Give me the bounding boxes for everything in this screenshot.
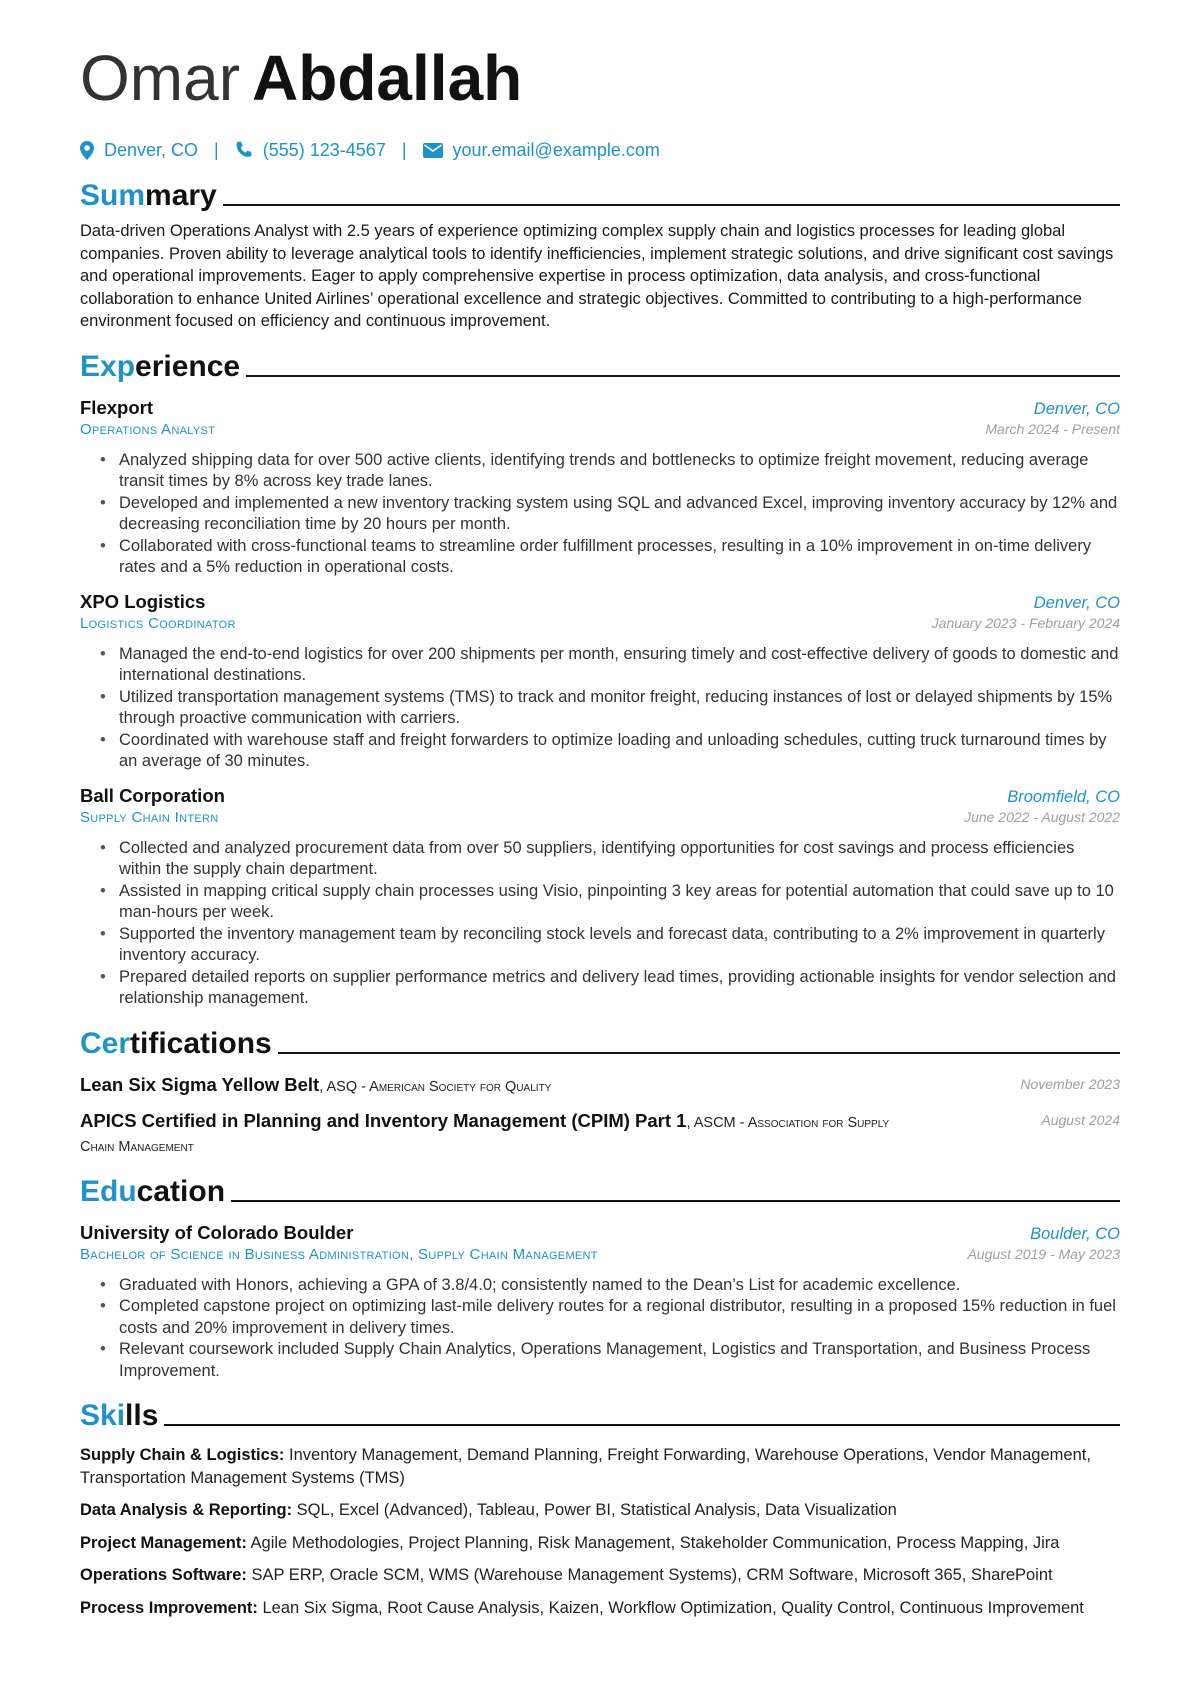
skill-row <box>80 1444 1120 1489</box>
summary-text: Data-driven Operations Analyst with 2.5 years of experience optimizing complex supply chain and logistics processes for leading global companies. Proven ability to leverage analytical tools to identify inefficiencies, implement strategic solutions, and drive significant cost savings and operational improvements. Eager to apply comprehensive expertise in process optimization, data analysis, and cross-functional collaboration to enhance United Airlines’ operational excellence and strategic objectives. Committed to contributing to a high-performance environment focused on efficiency and continuous improvement. <box>80 222 1114 330</box>
certification-date: August 2024 <box>1041 1111 1120 1128</box>
skill-values: Lean Six Sigma, Root Cause Analysis, Kaizen, Workflow Optimization, Quality Control, Continuous Improvement <box>257 1598 1084 1617</box>
bullet-item: • Utilized transportation management systems (TMS) to track and monitor freight, reducing instances of lost or delayed shipments by 15% through proactive communication with carriers. <box>100 687 1120 730</box>
certification-issuer: , ASQ - American Society for Quality <box>319 1078 552 1095</box>
skill-label: Supply Chain & Logistics: <box>80 1446 285 1464</box>
bullet-item: • Analyzed shipping data for over 500 active clients, identifying trends and bottlenecks to optimize freight movement, reducing average transit times by 8% across key trade lanes. <box>100 450 1120 493</box>
title-rest: lls <box>125 1399 159 1432</box>
title-accent: Ski <box>80 1399 126 1432</box>
section-rule <box>223 204 1120 206</box>
bullet-item: • Relevant coursework included Supply Chain Analytics, Operations Management, Logistics and Transportation, and Business Process Improvement. <box>100 1339 1120 1382</box>
title-rest: erience <box>135 349 241 383</box>
skill-row <box>80 1564 1120 1587</box>
bullet-item: • Collected and analyzed procurement data from over 50 suppliers, identifying opportunities for cost savings and process efficiencies within the supply chain department. <box>100 838 1120 881</box>
education-dates: August 2019 - May 2023 <box>967 1245 1120 1262</box>
contact-phone[interactable] <box>235 140 386 161</box>
candidate-name <box>80 40 1120 120</box>
section-title <box>80 178 217 214</box>
experience-entry <box>80 785 1120 1010</box>
first-name: Omar <box>80 42 240 114</box>
contact-location <box>80 140 198 161</box>
map-marker-icon <box>80 141 94 160</box>
section-title <box>80 1026 272 1062</box>
title-rest: mary <box>145 179 217 212</box>
skill-values: SAP ERP, Oracle SCM, WMS (Warehouse Management Systems), CRM Software, Microsoft 365, SharePoint <box>246 1566 1053 1584</box>
certification-name: APICS Certified in Planning and Inventory Management (CPIM) Part 1 <box>80 1109 687 1131</box>
certification-date: November 2023 <box>1020 1075 1120 1092</box>
section-rule <box>164 1424 1120 1426</box>
summary-heading <box>80 172 1120 214</box>
job-role: Logistics Coordinator <box>80 614 236 632</box>
bullet-item: • Developed and implemented a new inventory tracking system using SQL and advanced Excel, improving inventory accuracy by 12% and decreasing reconciliation time by 20 hours per month. <box>100 493 1120 536</box>
education-heading <box>80 1168 1120 1210</box>
job-location: Denver, CO <box>1033 593 1120 612</box>
skills-heading <box>80 1392 1120 1434</box>
contact-email[interactable] <box>423 140 660 161</box>
job-location: Denver, CO <box>1033 399 1120 418</box>
school-name: University of Colorado Boulder <box>80 1221 354 1243</box>
company-name: Ball Corporation <box>80 784 225 806</box>
school-location: Boulder, CO <box>1030 1224 1120 1243</box>
skill-label: Data Analysis & Reporting: <box>80 1501 293 1519</box>
company-name: Flexport <box>80 396 153 418</box>
skill-row <box>80 1532 1120 1555</box>
experience-heading <box>80 343 1120 385</box>
bullet-item: • Assisted in mapping critical supply chain processes using Visio, pinpointing 3 key areas for potential automation that could save up to 10 man-hours per week. <box>100 881 1120 924</box>
title-accent: Sum <box>80 179 146 212</box>
certification-name: Lean Six Sigma Yellow Belt <box>80 1073 320 1095</box>
job-dates: June 2022 - August 2022 <box>964 808 1120 825</box>
title-rest: cation <box>136 1174 226 1208</box>
job-dates: January 2023 - February 2024 <box>931 614 1120 631</box>
skill-values: Agile Methodologies, Project Planning, Risk Management, Stakeholder Communication, Process Mapping, Jira <box>246 1533 1060 1552</box>
job-bullets <box>80 838 1120 1010</box>
job-location: Broomfield, CO <box>1007 787 1120 806</box>
experience-entry <box>80 397 1120 579</box>
skill-label: Project Management: <box>80 1533 247 1552</box>
skill-row <box>80 1499 1120 1522</box>
job-role: Supply Chain Intern <box>80 808 219 826</box>
contact-separator: | <box>401 139 407 160</box>
bullet-item: • Supported the inventory management team by reconciling stock levels and forecast data, contributing to a 2% improvement in quarterly inventory accuracy. <box>100 924 1120 967</box>
section-rule <box>246 375 1120 377</box>
section-title <box>80 349 240 385</box>
skill-label: Operations Software: <box>80 1566 247 1584</box>
phone-text: (555) 123-4567 <box>262 139 386 160</box>
bullet-item: • Collaborated with cross-functional teams to streamline order fulfillment processes, resulting in a 10% improvement in on-time delivery rates and a 5% reduction in operational costs. <box>100 536 1120 579</box>
bullet-item: • Prepared detailed reports on supplier performance metrics and delivery lead times, providing actionable insights for vendor selection and relationship management. <box>100 967 1120 1010</box>
section-rule <box>231 1200 1120 1202</box>
skill-row <box>80 1597 1120 1620</box>
phone-icon <box>235 141 253 159</box>
certification-entry <box>80 1110 1120 1158</box>
contact-separator: | <box>214 139 219 160</box>
title-rest: tifications <box>130 1026 272 1060</box>
experience-entry <box>80 591 1120 773</box>
education-bullets <box>80 1275 1120 1383</box>
contact-line <box>80 138 1120 162</box>
company-name: XPO Logistics <box>80 590 206 612</box>
title-accent: Edu <box>80 1174 137 1208</box>
certification-issuer: , ASCM - Association for Supply Chain Management <box>80 1114 890 1155</box>
envelope-icon <box>423 143 443 158</box>
email-text: your.email@example.com <box>452 139 660 160</box>
certification-entry <box>80 1074 1120 1098</box>
certifications-heading <box>80 1020 1120 1062</box>
job-dates: March 2024 - Present <box>985 420 1120 437</box>
job-bullets <box>80 644 1120 773</box>
job-bullets <box>80 450 1120 579</box>
degree-name: Bachelor of Science in Business Administration, Supply Chain Management <box>80 1245 598 1263</box>
skill-label: Process Improvement: <box>80 1598 258 1617</box>
bullet-item: • Graduated with Honors, achieving a GPA of 3.8/4.0; consistently named to the Dean’s List for academic excellence. <box>100 1275 1120 1297</box>
education-entry <box>80 1222 1120 1383</box>
title-accent: Cer <box>80 1026 131 1060</box>
title-accent: Exp <box>80 349 136 383</box>
skill-values: Inventory Management, Demand Planning, Freight Forwarding, Warehouse Operations, Vendor Management, Transportation Management Systems (TMS) <box>80 1446 1091 1487</box>
bullet-item: • Coordinated with warehouse staff and freight forwarders to optimize loading and unloading schedules, cutting truck turnaround times by an average of 30 minutes. <box>100 730 1120 773</box>
section-title <box>80 1174 225 1210</box>
skill-values: SQL, Excel (Advanced), Tableau, Power BI, Statistical Analysis, Data Visualization <box>292 1501 897 1519</box>
bullet-item: • Completed capstone project on optimizing last-mile delivery routes for a regional distributor, resulting in a proposed 15% reduction in fuel costs and 20% improvement in delivery times. <box>100 1296 1120 1339</box>
job-role: Operations Analyst <box>80 420 216 438</box>
section-rule <box>278 1052 1120 1054</box>
section-title <box>80 1398 158 1434</box>
bullet-item: • Managed the end-to-end logistics for over 200 shipments per month, ensuring timely and cost-effective delivery of goods to domestic and international destinations. <box>100 644 1120 687</box>
last-name: Abdallah <box>252 42 523 114</box>
location-text: Denver, CO <box>104 139 199 160</box>
